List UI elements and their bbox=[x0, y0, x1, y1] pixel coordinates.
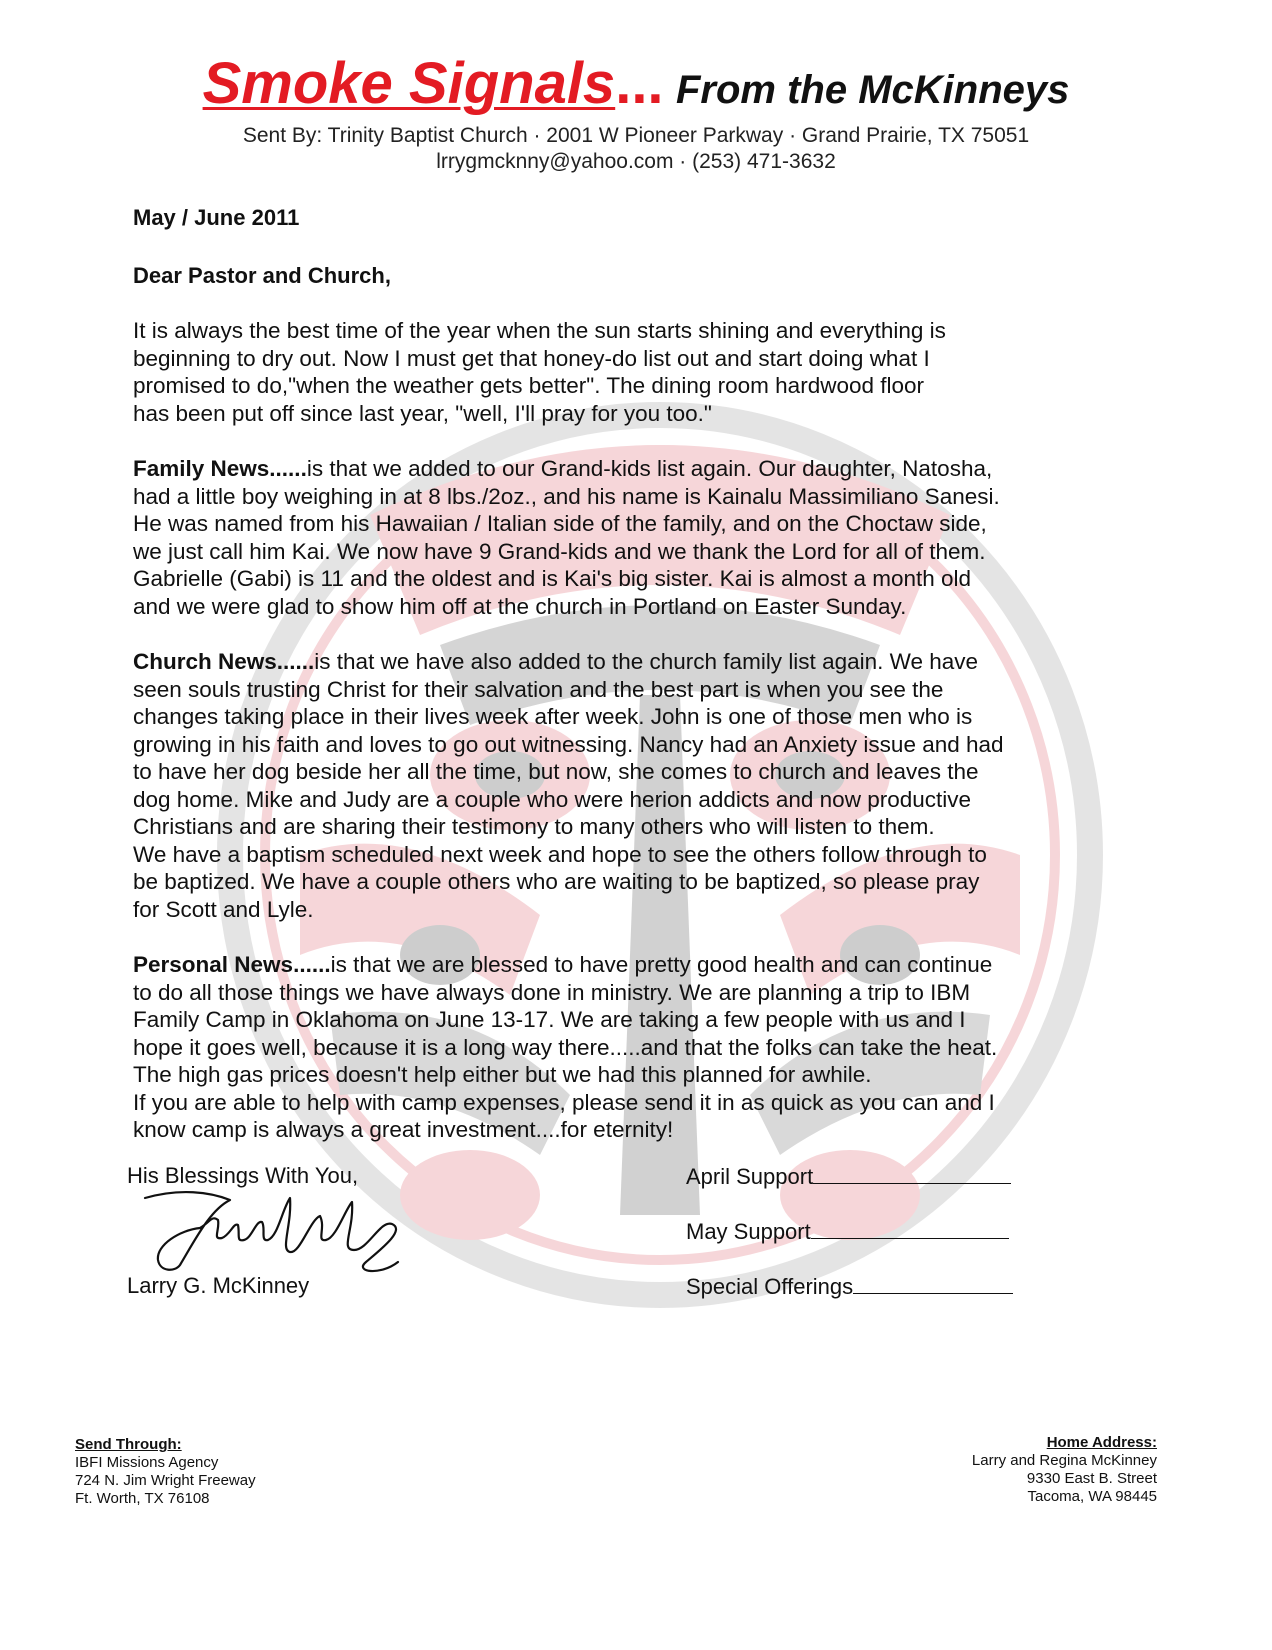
may-support-label: May Support bbox=[686, 1219, 811, 1244]
church-news-heading: Church News...... bbox=[133, 649, 315, 674]
send-through-line-2: 724 N. Jim Wright Freeway bbox=[75, 1472, 256, 1489]
salutation: Dear Pastor and Church, bbox=[133, 263, 391, 288]
home-address bbox=[972, 1434, 1157, 1506]
home-address-line-2: 9330 East B. Street bbox=[1026, 1470, 1157, 1487]
church-news-text: is that we have also added to the church family list again. We have seen souls trusting Christ for their salvation and the best part is when you see the changes taking place in their lives week after week. John is one of those men who is growing in his faith and loves to go out witnessing. Nancy had an Anxiety issue and had to have her dog beside her all the time, but now, she comes to church and leaves the dog home. Mike and Judy are a couple who were herion addicts and now productive Christians and are sharing their testimony to many others who will listen to them. We have a baptism scheduled next week and hope to see the others follow through to be baptized. We have a couple others who are waiting to be baptized, so please pray for Scott and Lyle. bbox=[133, 649, 1004, 922]
church-news-paragraph bbox=[133, 648, 1113, 923]
april-support-label: April Support bbox=[686, 1164, 814, 1189]
family-news-text: is that we added to our Grand-kids list again. Our daughter, Natosha, had a little boy weighing in at 8 lbs./2oz., and his name is Kainalu Massimiliano Sanesi. He was named from his Hawaiian / Italian side of the family, and on the Choctaw side, we just call him Kai. We now have 9 Grand-kids and we thank the Lord for all of them. Gabrielle (Gabi) is 11 and the oldest and is Kai's big sister. Kai is almost a month old and we were glad to show him off at the church in Portland on Easter Sunday. bbox=[133, 456, 1000, 619]
personal-news-heading: Personal News...... bbox=[133, 952, 331, 977]
send-through-address bbox=[75, 1436, 256, 1508]
personal-news-text: is that we are blessed to have pretty good health and can continue to do all those things we have always done in ministry. We are planning a trip to IBM Family Camp in Oklahoma on June 13-17. We are taking a few people with us and I hope it goes well, because it is a long way there.....and that the folks can take the heat. The high gas prices doesn't help either but we had this planned for awhile. If you are able to help with camp expenses, please send it in as quick as you can and I know camp is always a great investment....for eternity! bbox=[133, 952, 998, 1142]
letter-body bbox=[133, 205, 1113, 1144]
title-main: Smoke Signals bbox=[202, 51, 616, 116]
contact-line: lrrygmcknny@yahoo.com · (253) 471-3632 bbox=[436, 150, 836, 173]
home-address-heading: Home Address: bbox=[1046, 1434, 1157, 1451]
send-through-line-1: IBFI Missions Agency bbox=[75, 1454, 219, 1471]
home-address-line-3: Tacoma, WA 98445 bbox=[1027, 1488, 1157, 1505]
title-subtitle: From the McKinneys bbox=[676, 68, 1070, 112]
may-support-blank bbox=[811, 1218, 1009, 1239]
sender-line: Sent By: Trinity Baptist Church · 2001 W Pioneer Parkway · Grand Prairie, TX 75051 bbox=[242, 124, 1030, 147]
family-news-heading: Family News...... bbox=[133, 456, 307, 481]
may-support-field bbox=[686, 1218, 1009, 1245]
special-offerings-blank bbox=[853, 1273, 1013, 1294]
send-through-line-3: Ft. Worth, TX 76108 bbox=[75, 1490, 210, 1507]
signer-name: Larry G. McKinney bbox=[127, 1273, 310, 1298]
special-offerings-field bbox=[686, 1273, 1013, 1300]
home-address-line-1: Larry and Regina McKinney bbox=[971, 1452, 1157, 1469]
signature bbox=[140, 1180, 415, 1280]
closing: His Blessings With You, bbox=[127, 1163, 359, 1188]
masthead bbox=[0, 50, 1272, 175]
title-dots: ... bbox=[615, 51, 664, 116]
newsletter-title bbox=[0, 50, 1272, 117]
family-news-paragraph bbox=[133, 455, 1113, 620]
special-offerings-label: Special Offerings bbox=[686, 1274, 854, 1299]
april-support-field bbox=[686, 1163, 1011, 1190]
send-through-heading: Send Through: bbox=[75, 1436, 182, 1453]
letter-date: May / June 2011 bbox=[133, 205, 300, 230]
personal-news-paragraph bbox=[133, 951, 1113, 1144]
intro-paragraph: It is always the best time of the year when the sun starts shining and everything is beginning to dry out. Now I must get that honey-do list out and start doing what I promised to do,"when the weather gets better". The dining room hardwood floor has been put off since last year, "well, I'll pray for you too." bbox=[133, 318, 946, 426]
april-support-blank bbox=[813, 1163, 1011, 1184]
